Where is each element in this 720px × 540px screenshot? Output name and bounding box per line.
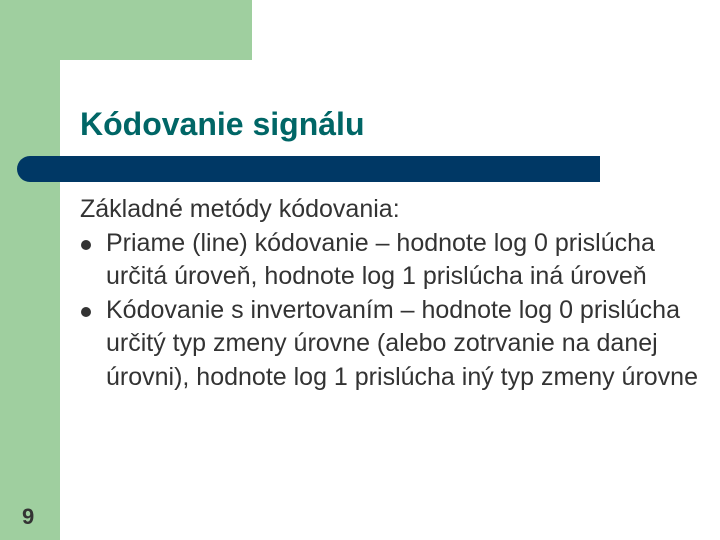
bullet-icon — [81, 307, 91, 317]
green-side-bar — [0, 0, 60, 540]
slide-number: 9 — [22, 504, 35, 529]
slide-title: Kódovanie signálu — [80, 106, 365, 142]
bullet-text: Kódovanie s invertovaním – hodnote log 0 prislúcha určitý typ zmeny úrovne (alebo zotrvanie na danej úrovni), hodnote log 1 prislúcha iný typ zmeny úrovne — [106, 295, 698, 391]
bullet-icon — [81, 240, 91, 250]
bullet-list — [80, 227, 710, 395]
bullet-text: Priame (line) kódovanie – hodnote log 0 prislúcha určitá úroveň, hodnote log 1 prislúcha iná úroveň — [106, 228, 655, 290]
intro-text: Základné metódy kódovania: — [80, 195, 400, 223]
title-underline-bar — [17, 156, 600, 182]
list-item — [80, 227, 710, 294]
slide-content — [80, 193, 710, 394]
list-item — [80, 294, 710, 395]
corner-curve — [60, 60, 104, 104]
